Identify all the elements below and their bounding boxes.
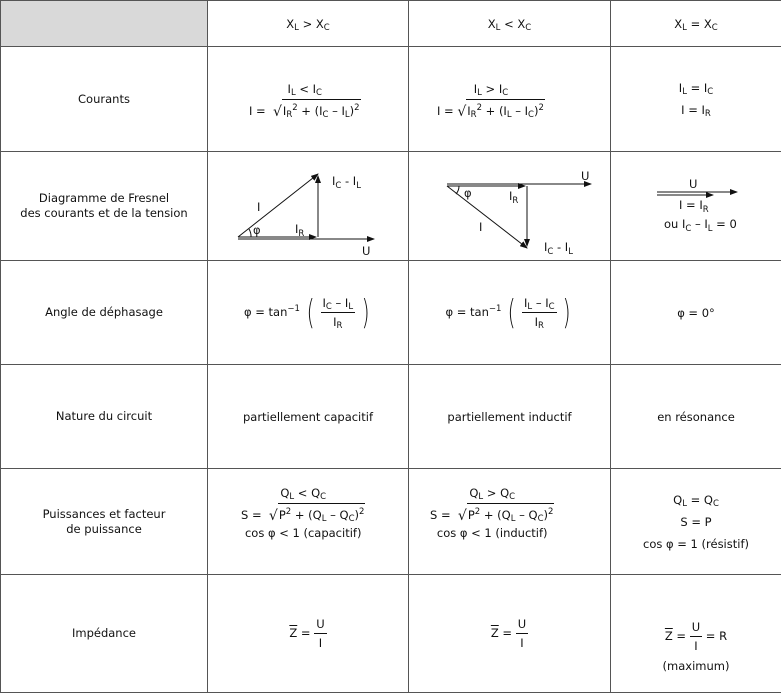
row-label-courants: Courants [1, 47, 208, 152]
angle-resonance: φ = 0° [611, 261, 781, 365]
row-label-nature: Nature du circuit [1, 365, 208, 469]
impedance-resonance: $\overline{Z}$ = $\frac{U}{I}$ = R (maximum) [611, 575, 781, 693]
angle-fraction: $\frac{I_C - I_L}{I_R}$ [321, 296, 356, 329]
i-label: I [479, 220, 482, 234]
i-eq-ir-label: $I = I_R$ [679, 198, 709, 215]
puissances-resonance: $Q_L = Q_C$ S = P cos φ = 1 (résistif) [611, 469, 781, 575]
fresnel-resonance [611, 152, 781, 261]
angle-capacitif: $\varphi = \tan^{-1}$ ( $\frac{I_C - I_L}{I_R}$ ) [208, 261, 409, 365]
ic-minus-il-zero-label: ou $I_C - I_L = 0$ [664, 217, 737, 234]
puissances-capacitif: $Q_L < Q_C$ $S = √P^2 + (Q_L - Q_C)^2$ cos φ < 1 (capacitif) [208, 469, 409, 575]
u-label: U [362, 244, 370, 258]
courants-comparison: $I_L < I_C$ [249, 79, 361, 99]
impedance-inductif: $\overline{Z}$ = $\frac{U}{I}$ [409, 575, 611, 693]
courants-capacitif [208, 47, 409, 152]
courants-formula: $I = √I_R^2 + (I_C - I_L)^2$ [249, 99, 361, 119]
maximum-note: (maximum) [611, 659, 781, 673]
nature-resonance: en résonance [611, 365, 781, 469]
fresnel-diagram-resonance [611, 152, 781, 260]
corner-cell [1, 1, 208, 47]
u-label: U [581, 169, 589, 183]
courants-comparison: $I_L > I_C$ [437, 79, 545, 99]
fresnel-inductif [409, 152, 611, 261]
fresnel-capacitif [208, 152, 409, 261]
puissances-inductif: $Q_L > Q_C$ $S = √P^2 + (Q_L - Q_C)^2$ cos φ < 1 (inductif) [409, 469, 611, 575]
courants-equality: $I_L = I_C$ [679, 77, 713, 99]
u-label: U [689, 177, 697, 191]
row-label-angle: Angle de déphasage [1, 261, 208, 365]
phi-label: φ [464, 186, 472, 200]
tan-prefix: $\varphi = \tan^{-1}$ [244, 305, 300, 319]
fresnel-diagram-capacitif [208, 152, 408, 260]
courants-formula: $I = √I_R^2 + (I_L - I_C)^2$ [437, 99, 545, 119]
fresnel-diagram-inductif [409, 152, 610, 260]
courants-resonance [611, 47, 781, 152]
phi-label: φ [253, 223, 261, 237]
ic-il-label: $I_C - I_L$ [332, 174, 361, 191]
angle-fraction: $\frac{I_L - I_C}{I_R}$ [522, 296, 557, 329]
courants-inductif [409, 47, 611, 152]
header-xl-eq-xc: $X_L = X_C$ [611, 1, 781, 47]
header-xl-lt-xc: $X_L < X_C$ [409, 1, 611, 47]
nature-capacitif: partiellement capacitif [208, 365, 409, 469]
row-label-fresnel: Diagramme de Fresnel des courants et de la tension [1, 152, 208, 261]
courants-i-eq-ir: $I = I_R$ [679, 99, 713, 121]
row-label-puissances: Puissances et facteur de puissance [1, 469, 208, 575]
i-label: I [257, 200, 260, 214]
nature-inductif: partiellement inductif [409, 365, 611, 469]
header-xl-gt-xc: $X_L > X_C$ [208, 1, 409, 47]
impedance-capacitif: $\overline{Z}$ = $\frac{U}{I}$ [208, 575, 409, 693]
row-label-impedance: Impédance [1, 575, 208, 693]
ic-il-label: $I_C - I_L$ [544, 240, 573, 257]
ir-label: $I_R$ [295, 222, 304, 239]
angle-inductif: $\varphi = \tan^{-1}$ ( $\frac{I_L - I_C}{I_R}$ ) [409, 261, 611, 365]
ir-label: $I_R$ [509, 189, 518, 206]
tan-prefix: $\varphi = \tan^{-1}$ [446, 305, 502, 319]
